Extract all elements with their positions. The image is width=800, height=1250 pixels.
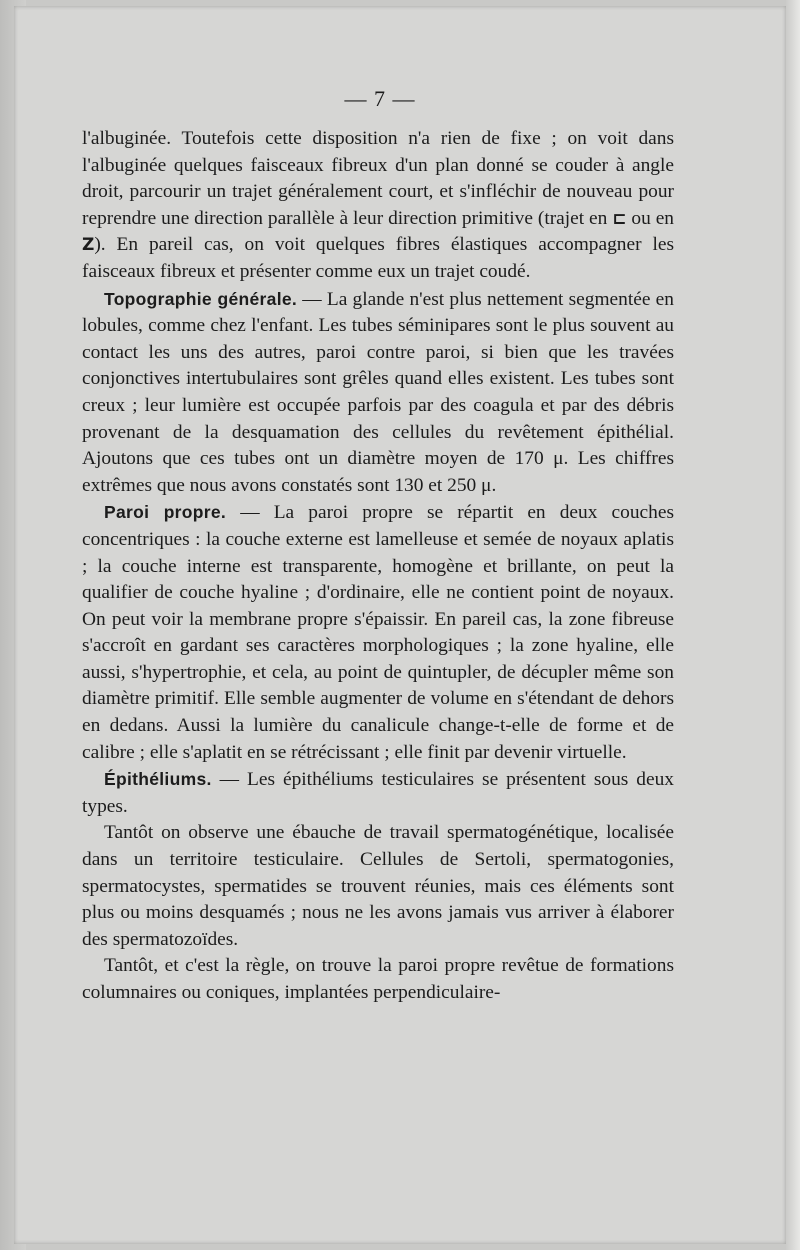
paragraph-epitheliums-text: — Les épithéliums testiculaires se présentent sous deux types. <box>82 769 674 817</box>
paragraph-paroi-text: — La paroi propre se répartit en deux couches concentriques : la couche externe est lamelleuse et semée de noyaux aplatis ; la couche interne est transparente, homogène et brillante, on peut la qualifier de couche hyaline ; d'ordinaire, elle ne contient point de noyaux. On peut voir la membrane propre s'épaissir. En pareil cas, la zone fibreuse s'accroît en gardant ses caractères morphologiques ; la zone hyaline, elle aussi, s'hypertrophie, et cela, au point de quintupler, de décupler même son diamètre primitif. Elle semble augmenter de volume en s'étendant de dehors en dedans. Aussi la lumière du canalicule change-t-elle de forme et de calibre ; elle s'aplatit en se rétrécissant ; elle finit par devenir virtuelle. <box>82 502 674 763</box>
paragraph-topographie <box>82 286 674 500</box>
paragraph-1-text-c: ). En pareil cas, on voit quelques fibres élastiques accompagner les faisceaux fibreux et présenter comme eux un trajet coudé. <box>82 234 674 282</box>
paragraph-1 <box>82 126 674 286</box>
paragraph-topographie-text: — La glande n'est plus nettement segmentée en lobules, comme chez l'enfant. Les tubes séminipares sont le plus souvent au contact les uns des autres, paroi contre paroi, si bien que les travées conjonctives intertubulaires sont grêles quand elles existent. Les tubes sont creux ; leur lumière est occupée parfois par des coagula et par des débris provenant de la desquamation des cellules du revêtement épithélial. Ajoutons que ces tubes ont un diamètre moyen de 170 μ. Les chiffres extrêmes que nous avons constatés sont 130 et 250 μ. <box>82 288 674 496</box>
page-edge <box>786 0 800 1250</box>
paragraph-tantot-2: Tantôt, et c'est la règle, on trouve la paroi propre revêtue de formations columnaires ou coniques, implantées perpendiculaire- <box>82 955 674 1003</box>
heading-topographie: Topographie générale. <box>104 288 298 309</box>
paragraph-1-text-a: l'albuginée. Toutefois cette disposition n'a rien de fixe ; on voit dans l'albuginée quelques faisceaux fibreux d'un plan donné se couder à angle droit, parcourir un trajet généralement court, et s'infléchir de nouveau pour reprendre une direction parallèle à leur direction primitive (trajet en <box>82 128 674 229</box>
heading-paroi: Paroi propre. <box>104 502 227 523</box>
paragraph-1-text-b: ou en <box>626 207 675 229</box>
z-glyph: Z <box>82 235 95 256</box>
body-text <box>82 126 674 1007</box>
heading-epitheliums: Épithéliums. <box>104 769 212 790</box>
page-number: — 7 — <box>344 86 416 111</box>
paragraph-epitheliums <box>82 766 674 820</box>
bracket-glyph: ⊏ <box>612 208 627 229</box>
paragraph-paroi <box>82 499 674 766</box>
paragraph-tantot-1: Tantôt on observe une ébauche de travail spermatogénétique, localisée dans un territoire testiculaire. Cellules de Sertoli, spermatogonies, spermatocystes, spermatides se trouvent réunies, mais ces éléments sont plus ou moins desquamés ; nous ne les avons jamais vus arriver à élaborer des spermatozoïdes. <box>82 822 674 950</box>
